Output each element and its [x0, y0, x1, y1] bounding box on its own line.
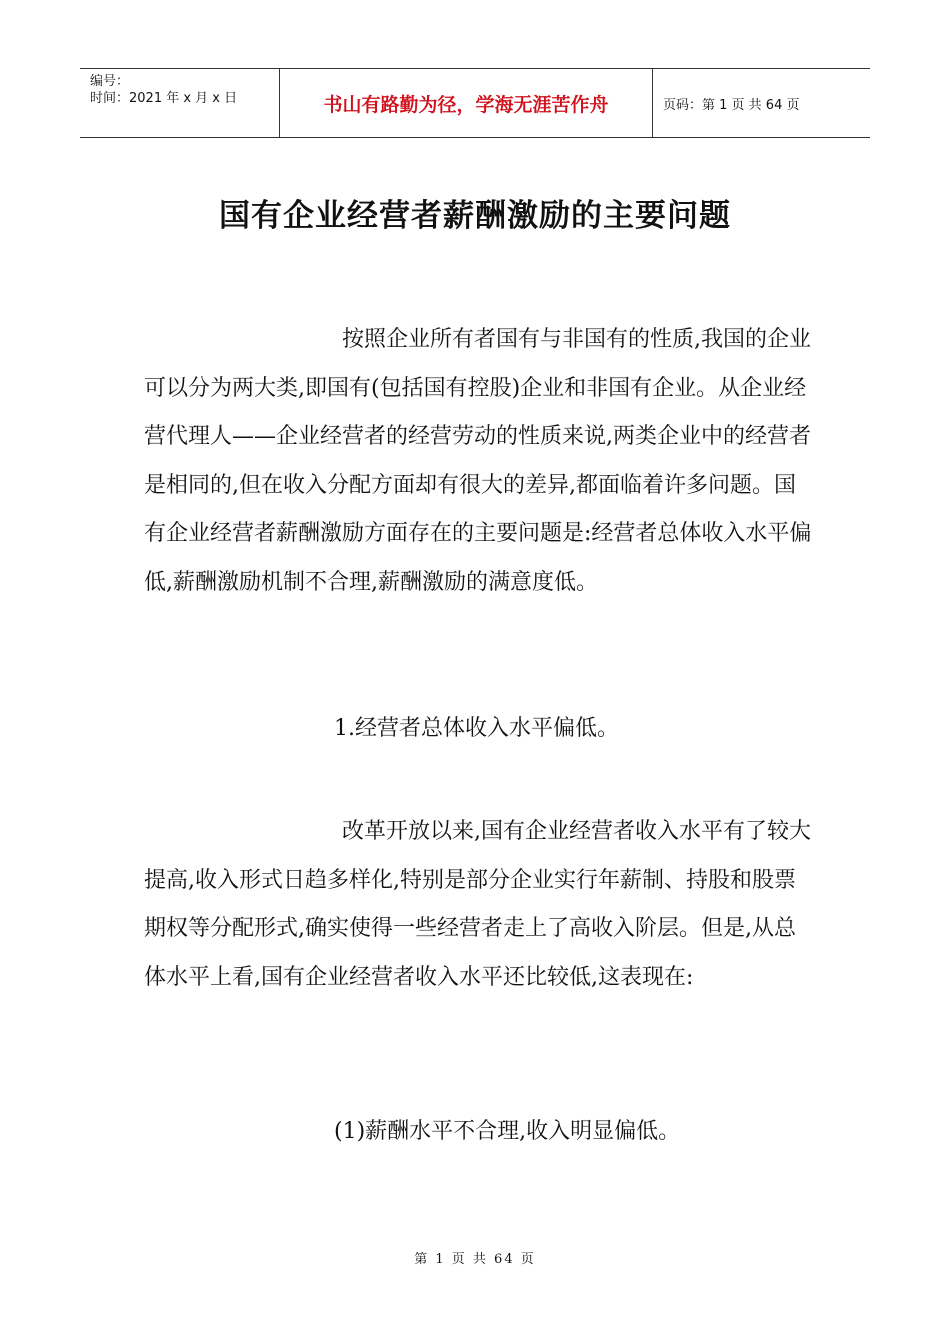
paragraph-text: 按照企业所有者国有与非国有的性质,我国的企业可以分为两大类,即国有(包括国有控股)企业和非国有企业。从企业经营代理人——企业经营者的经营劳动的性质来说,两类企业中的经营者是相同的,但在收入分配方面却有很大的差异,都面临着许多问题。国有企业经营者薪酬激励方面存在的主要问题是:经营者总体收入水平偏低,薪酬激励机制不合理,薪酬激励的满意度低。	[144, 327, 812, 595]
document-title: 国有企业经营者薪酬激励的主要问题	[219, 198, 731, 234]
subsection-heading-1	[144, 1108, 814, 1157]
heading-text: (1)薪酬水平不合理,收入明显偏低。	[334, 1119, 681, 1144]
paragraph-text: 改革开放以来,国有企业经营者收入水平有了较大提高,收入形式日趋多样化,特别是部分企业实行年薪制、持股和股票期权等分配形式,确实使得一些经营者走上了高收入阶层。但是,从总体水平上看,国有企业经营者收入水平还比较低,这表现在:	[144, 819, 811, 990]
page-header	[80, 68, 870, 138]
header-meta	[80, 69, 280, 137]
header-page-info: 页码：第 1 页 共 64 页	[663, 97, 800, 113]
heading-text: 1.经营者总体收入水平偏低。	[334, 716, 619, 741]
page-footer: 第 1 页 共 64 页	[414, 1252, 536, 1267]
document-date: 时间：2021 年 x 月 x 日	[90, 91, 238, 106]
body-paragraph-2	[144, 808, 814, 1002]
header-motto: 书山有路勤为径，学海无涯苦作舟	[280, 69, 653, 137]
section-heading-1	[144, 705, 814, 754]
body-paragraph-1	[144, 316, 814, 607]
document-number-label: 编号：	[90, 74, 130, 89]
